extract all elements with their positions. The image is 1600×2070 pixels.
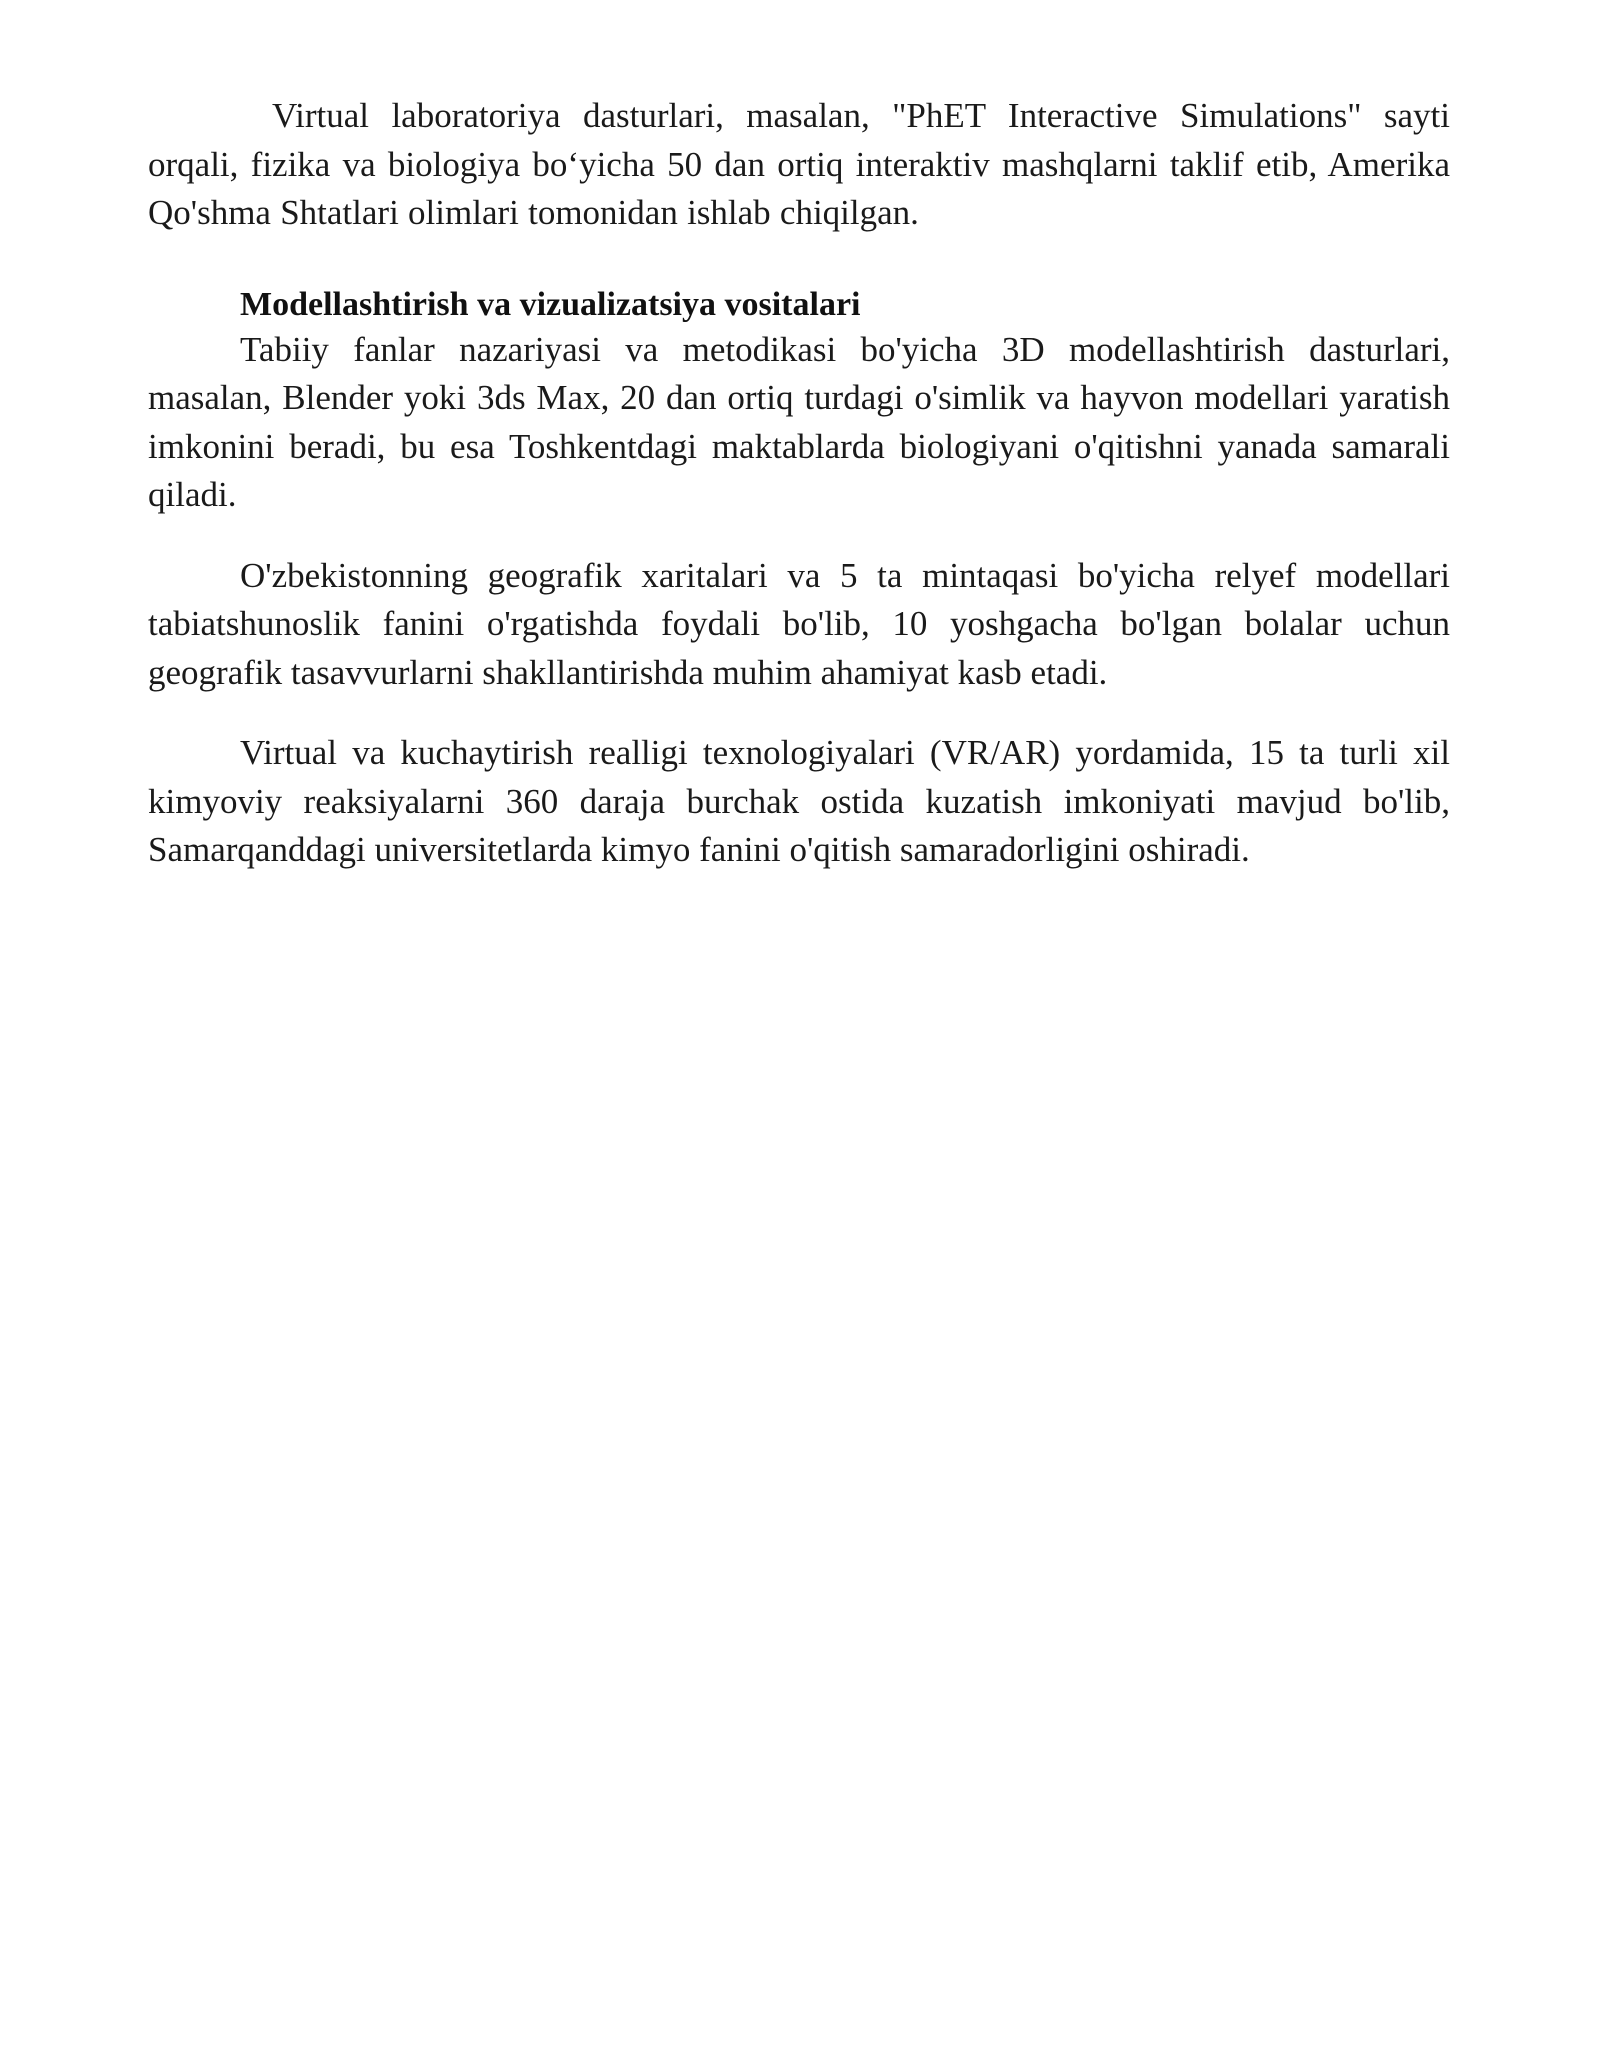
- paragraph-3d-modeling: Tabiiy fanlar nazariyasi va metodikasi bo'yicha 3D modellashtirish dasturlari, masalan, Blender yoki 3ds Max, 20 dan ortiq turdagi o'simlik va hayvon modellari yaratish imkonini beradi, bu esa Toshkentdagi maktablarda biologiyani o'qitishni yanada samarali qiladi.: [148, 329, 1450, 514]
- paragraph-virtual-labs: Virtual laboratoriya dasturlari, masalan, "PhET Interactive Simulations" sayti orqali, fizika va biologiya bo‘yicha 50 dan ortiq interaktiv mashqlarni taklif etib, Amerika Qo'shma Shtatlari olimlari tomonidan ishlab chiqilgan.: [148, 96, 1450, 232]
- section-heading: Modellashtirish va vizualizatsiya vositalari: [240, 285, 861, 323]
- document-body: [148, 92, 1450, 875]
- paragraph-geography-maps: O'zbekistonning geografik xaritalari va 5 ta mintaqasi bo'yicha relyef modellari tabiatshunoslik fanini o'rgatishda foydali bo'lib, 10 yoshgacha bo'lgan bolalar uchun geografik tasavvurlarni shakllantirishda muhim ahamiyat kasb etadi.: [148, 555, 1450, 692]
- paragraph-vr-ar: Virtual va kuchaytirish realligi texnologiyalari (VR/AR) yordamida, 15 ta turli xil kimyoviy reaksiyalarni 360 daraja burchak ostida kuzatish imkoniyati mavjud bo'lib, Samarqanddagi universitetlarda kimyo fanini o'qitish samaradorligini oshiradi.: [148, 733, 1450, 869]
